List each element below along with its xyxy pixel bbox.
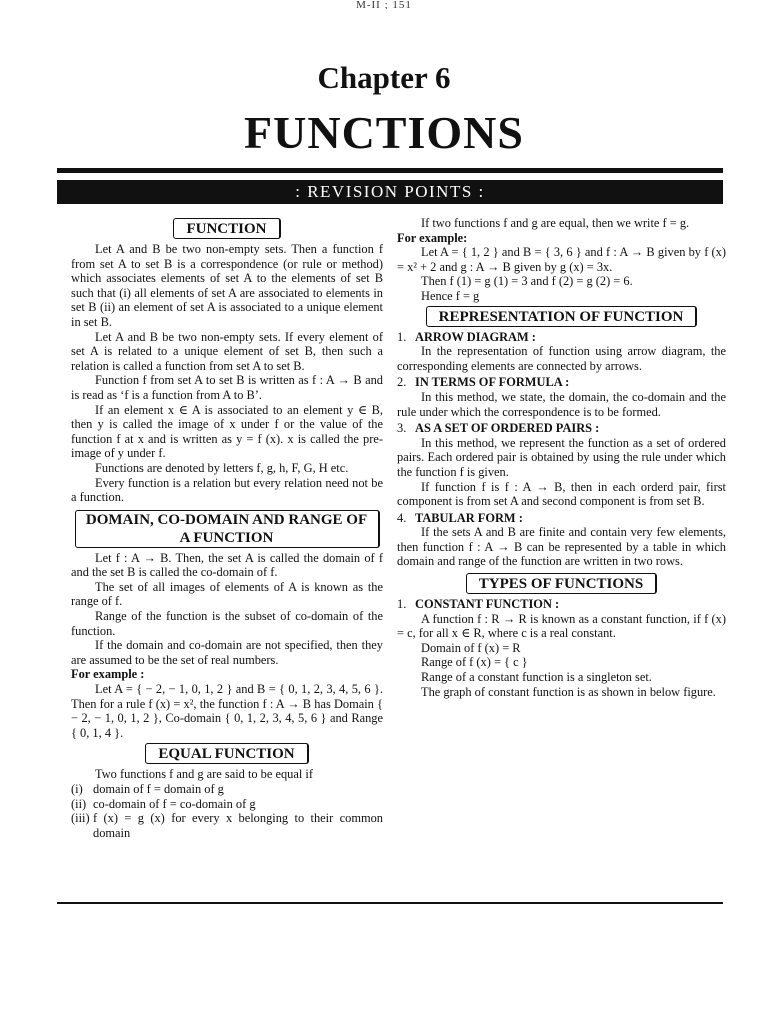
heading-function: FUNCTION (173, 218, 280, 239)
example-text: Let A = { 1, 2 } and B = { 3, 6 } and f : A → B given by f (x) = x² + 2 and g : A → B given by g (x) = 3x. (397, 245, 726, 274)
section-tabular-form: 4. TABULAR FORM : (397, 510, 523, 525)
paragraph: Functions are denoted by letters f, g, h, F, G, H etc. (95, 460, 349, 475)
paragraph: In this method, we represent the function as a set of ordered pairs. Each ordered pair is obtained by using the rule under which the function f is given. (397, 435, 726, 479)
domain-line: Domain of f (x) = R (421, 640, 521, 655)
section-constant-function: 1. CONSTANT FUNCTION : (397, 597, 560, 612)
example-text: Hence f = g (421, 288, 480, 303)
list-item: (i) domain of f = domain of g (71, 782, 224, 796)
paragraph: The graph of constant function is as shown in below figure. (421, 684, 716, 699)
heading-types-of-functions: TYPES OF FUNCTIONS (466, 573, 657, 594)
paragraph: Let f : A → B. Then, the set A is called the domain of f and the set B is called the co-domain of f. (71, 550, 383, 580)
paragraph: If an element x ∈ A is associated to an element y ∈ B, then y is called the image of x under f or the value of the function f at x and is written as y = f (x). x is called the pre-image of y under f. (71, 402, 383, 461)
paragraph: In this method, we state, the domain, the co-domain and the rule under which the correspondence is to be formed. (397, 389, 726, 419)
paragraph: In the representation of function using arrow diagram, the corresponding elements are connected by arrows. (397, 344, 726, 373)
list-item: (ii) co-domain of f = co-domain of g (71, 796, 256, 811)
section-formula: 2. IN TERMS OF FORMULA : (397, 375, 570, 390)
paragraph: Range of the function is the subset of co-domain of the function. (71, 609, 383, 638)
page-code: M-II ; 151 (356, 0, 412, 9)
paragraph: If function f is f : A → B, then in each orderd pair, first component is from set A and second component is from set B. (397, 479, 726, 509)
list-item: (iii) f (x) = g (x) for every x belonging to their common domain (71, 811, 383, 840)
example-text: Then f (1) = g (1) = 3 and f (2) = g (2) = 6. (421, 274, 633, 289)
paragraph: Function f from set A to set B is written as f : A → B and is read as ‘f is a function from A to B’. (71, 373, 383, 402)
paragraph: If the domain and co-domain are not specified, then they are assumed to be the set of real numbers. (71, 638, 383, 667)
heading-domain-codomain-range: DOMAIN, CO-DOMAIN AND RANGE OF A FUNCTION (75, 510, 380, 548)
revision-points-banner: : REVISION POINTS : (57, 180, 723, 204)
paragraph: Range of a constant function is a singleton set. (421, 670, 652, 685)
title-rule (57, 168, 723, 173)
paragraph: Let A and B be two non-empty sets. If every element of set A is related to a unique element of set B, then such a relation is called a function from set A to set B. (71, 329, 383, 373)
paragraph: Let A and B be two non-empty sets. Then a function f from set A to set B is a correspondence (or rule or method) which associates elements of set A to the elements of set B such that (i) all elements of set A are associated to elements in set B (ii) an element of set A is associated to a unique element in set B. (71, 242, 383, 329)
example-label: For example: (397, 230, 468, 245)
heading-equal-function: EQUAL FUNCTION (145, 743, 308, 764)
example-label: For example : (71, 667, 145, 682)
range-line: Range of f (x) = { c } (421, 655, 528, 670)
section-arrow-diagram: 1. ARROW DIAGRAM : (397, 329, 536, 344)
paragraph: The set of all images of elements of A is known as the range of f. (71, 579, 383, 609)
page-title: FUNCTIONS (244, 107, 524, 158)
example-text: Let A = { − 2, − 1, 0, 1, 2 } and B = { 0, 1, 2, 3, 4, 5, 6 }. Then for a rule f (x) = x², the function f : A → B has Domain { − 2, − 1, 0, 1, 2 }, Co-domain { 0, 1, 2, 3, 4, 5, 6 } and Range { 0, 1, 4 }. (71, 682, 383, 740)
chapter-heading: Chapter 6 (317, 60, 451, 95)
paragraph: Every function is a relation but every relation need not be a function. (71, 475, 383, 505)
paragraph: If two functions f and g are equal, then we write f = g. (421, 216, 690, 230)
paragraph: A function f : R → R is known as a constant function, if f (x) = c, for all x ∈ R, where c is a real constant. (397, 611, 726, 641)
section-ordered-pairs: 3. AS A SET OF ORDERED PAIRS : (397, 421, 600, 436)
paragraph: Two functions f and g are said to be equal if (95, 767, 313, 782)
bottom-rule (57, 902, 723, 904)
heading-representation: REPRESENTATION OF FUNCTION (426, 306, 698, 327)
right-column (397, 216, 726, 699)
paragraph: If the sets A and B are finite and contain very few elements, then function f : A → B can be represented by a table in which domain and range of the function are written in two rows. (397, 525, 726, 569)
left-column (71, 216, 383, 840)
